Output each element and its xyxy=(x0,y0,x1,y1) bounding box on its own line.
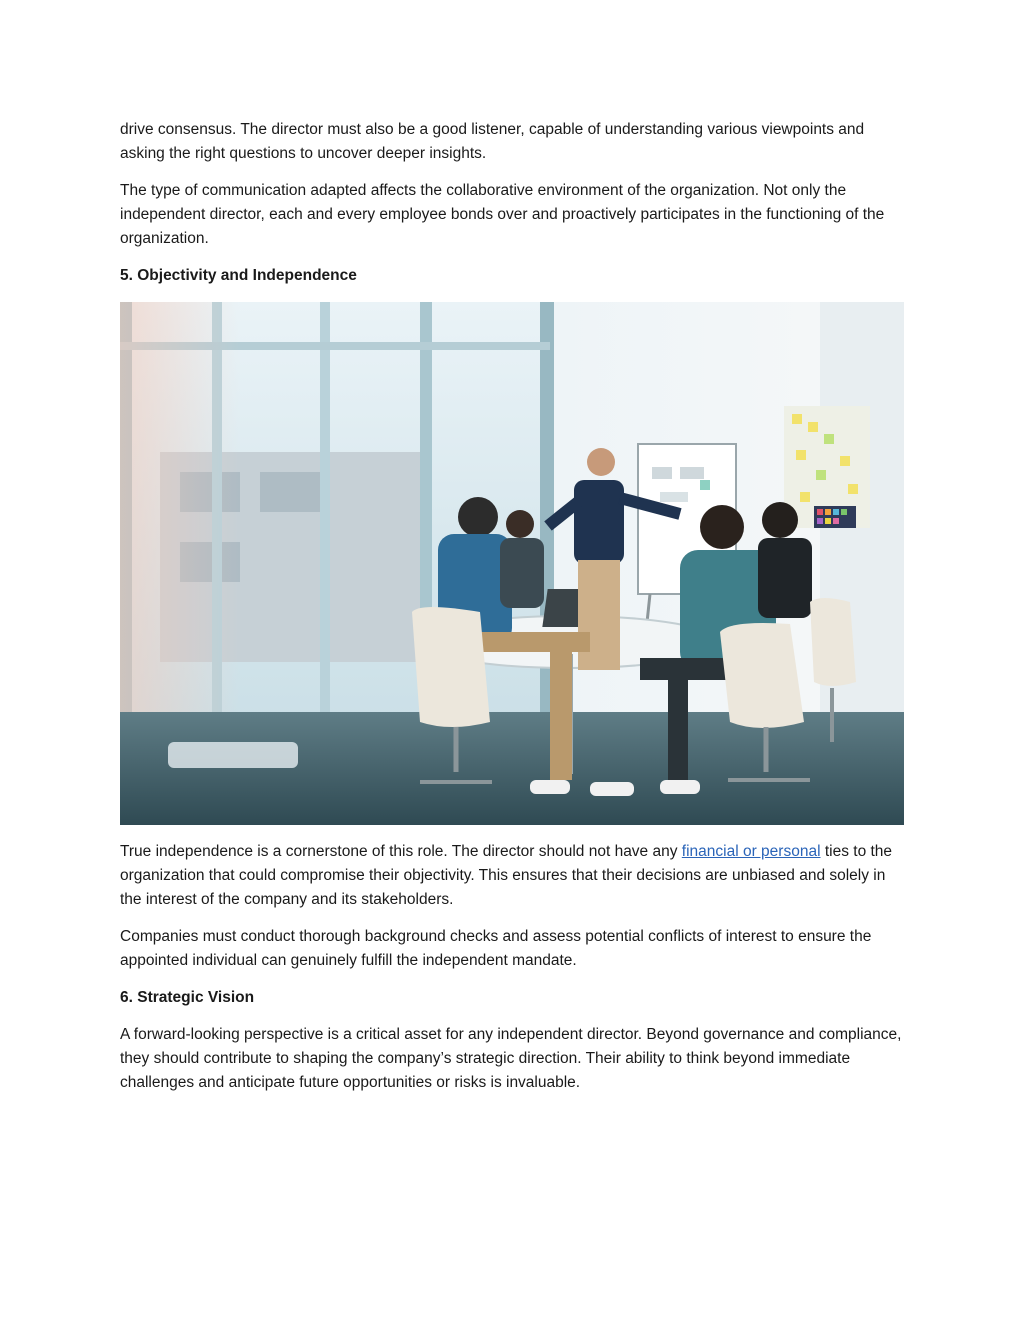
meeting-photo xyxy=(120,302,904,825)
paragraph-communication: The type of communication adapted affects the collaborative environment of the organization. Not only the independent director, each and every employee bonds over and proactively participates in the functioning of the organization. xyxy=(120,182,885,247)
paragraph-intro-continuation: drive consensus. The director must also be a good listener, capable of understanding various viewpoints and asking the right questions to uncover deeper insights. xyxy=(120,121,865,162)
paragraph-strategic: A forward-looking perspective is a critical asset for any independent director. Beyond governance and compliance, they should contribute to shaping the company’s strategic direction. Their ability to think beyond immediate challenges and anticipate future opportunities or risks is invaluable. xyxy=(120,1026,902,1091)
heading-objectivity-independence: 5. Objectivity and Independence xyxy=(120,267,357,284)
heading-strategic-vision: 6. Strategic Vision xyxy=(120,989,255,1006)
paragraph-background-checks: Companies must conduct thorough background checks and assess potential conflicts of interest to ensure the appointed individual can genuinely fulfill the independent mandate. xyxy=(120,928,872,969)
independence-text-before-link: True independence is a cornerstone of this role. The director should not have any xyxy=(120,843,682,860)
document-page xyxy=(120,118,904,1095)
paragraph-independence xyxy=(120,840,904,912)
independence-text-after-link: ties to the organization that could compromise their objectivity. This ensures that their decisions are unbiased and solely in the interest of the company and its stakeholders. xyxy=(120,843,893,908)
financial-or-personal-link[interactable]: financial or personal xyxy=(681,843,821,860)
